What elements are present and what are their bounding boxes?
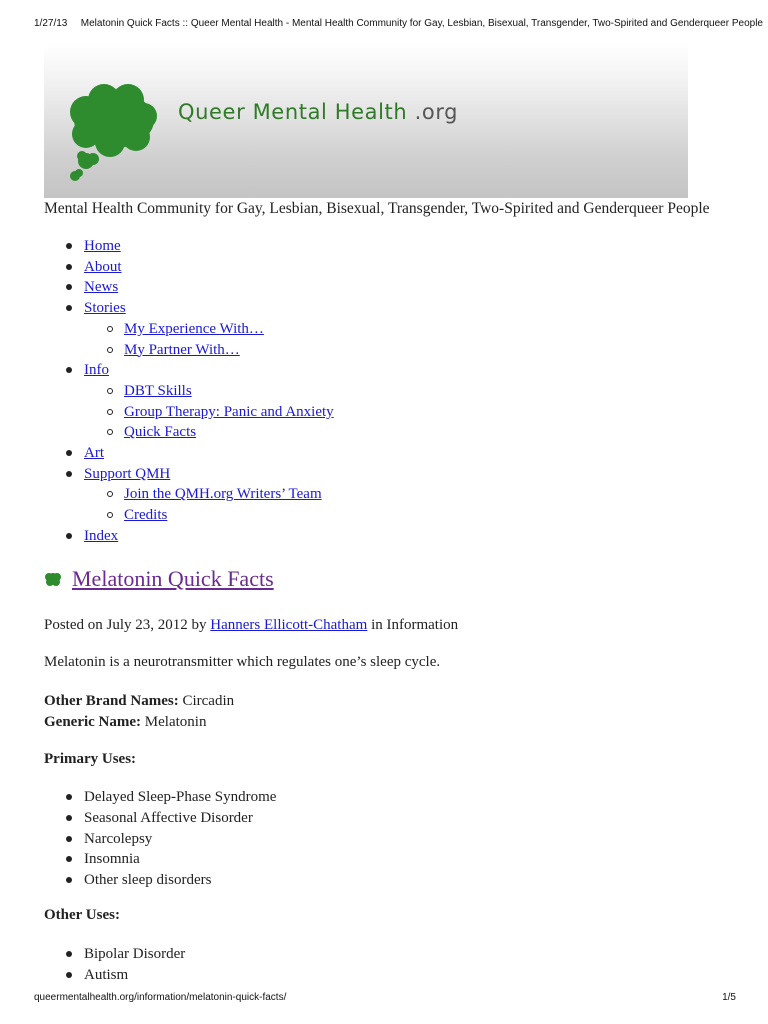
nav-subitem bbox=[44, 505, 334, 526]
nav-link-quick-facts[interactable]: Quick Facts bbox=[124, 424, 197, 441]
nav-subitem bbox=[44, 484, 334, 505]
print-page-number: 1/5 bbox=[722, 992, 736, 1003]
nav-link-info[interactable]: Info bbox=[84, 362, 109, 379]
nav-item-art bbox=[44, 443, 334, 464]
nav-item-about bbox=[44, 257, 334, 278]
nav-link-about[interactable]: About bbox=[84, 258, 122, 275]
print-header bbox=[34, 18, 763, 29]
generic-name-value: Melatonin bbox=[144, 714, 207, 730]
nav-item-home bbox=[44, 236, 334, 257]
post-meta bbox=[44, 617, 458, 634]
list-item: Delayed Sleep-Phase Syndrome bbox=[44, 787, 276, 808]
thought-cloud-icon bbox=[66, 82, 158, 186]
author-link[interactable]: Hanners Ellicott-Chatham bbox=[210, 617, 368, 633]
nav-link-stories[interactable]: Stories bbox=[84, 300, 126, 317]
list-item: Narcolepsy bbox=[44, 829, 276, 850]
nav-link-writers-team[interactable]: Join the QMH.org Writers’ Team bbox=[124, 486, 322, 503]
list-item: Bipolar Disorder bbox=[44, 944, 185, 965]
primary-uses-heading: Primary Uses: bbox=[44, 751, 137, 767]
category-text: Information bbox=[386, 617, 459, 633]
nav-item-stories bbox=[44, 298, 334, 360]
stories-submenu bbox=[84, 319, 334, 360]
site-tld: .org bbox=[414, 100, 459, 124]
nav-subitem bbox=[44, 381, 334, 402]
nav-link-group-therapy[interactable]: Group Therapy: Panic and Anxiety bbox=[124, 403, 334, 420]
print-date: 1/27/13 bbox=[34, 18, 68, 29]
nav-link-news[interactable]: News bbox=[84, 279, 119, 296]
nav-link-support[interactable]: Support QMH bbox=[84, 465, 171, 482]
site-name: Queer Mental Health bbox=[178, 100, 408, 124]
brand-names-label: Other Brand Names: bbox=[44, 693, 179, 709]
nav-item-news bbox=[44, 277, 334, 298]
nav-link-my-experience-with[interactable]: My Experience With… bbox=[124, 320, 264, 337]
nav-item-index bbox=[44, 526, 334, 547]
generic-name-line bbox=[44, 712, 234, 733]
info-submenu bbox=[84, 381, 334, 443]
category-prefix: in bbox=[371, 617, 383, 633]
nav-subitem bbox=[44, 422, 334, 443]
leaf-cloud-icon bbox=[44, 571, 62, 587]
list-item: Other sleep disorders bbox=[44, 870, 276, 891]
site-banner[interactable] bbox=[44, 44, 688, 198]
list-item: Autism bbox=[44, 965, 185, 986]
list-item: Seasonal Affective Disorder bbox=[44, 808, 276, 829]
print-page-title: Melatonin Quick Facts :: Queer Mental Health - Mental Health Community for Gay, Lesbian, Bisexual, Transgender, Two-Spirited and Genderqueer People bbox=[80, 18, 763, 29]
print-footer-url: queermentalhealth.org/information/melatonin-quick-facts/ bbox=[34, 992, 287, 1003]
nav-link-art[interactable]: Art bbox=[84, 445, 104, 462]
support-submenu bbox=[84, 484, 334, 525]
post-intro: Melatonin is a neurotransmitter which regulates one’s sleep cycle. bbox=[44, 654, 441, 670]
other-uses-heading: Other Uses: bbox=[44, 907, 120, 923]
main-nav bbox=[44, 236, 334, 547]
nav-item-info bbox=[44, 360, 334, 443]
generic-name-label: Generic Name: bbox=[44, 714, 142, 730]
nav-subitem bbox=[44, 319, 334, 340]
nav-subitem bbox=[44, 340, 334, 361]
nav-link-dbt-skills[interactable]: DBT Skills bbox=[124, 382, 192, 399]
list-item: Insomnia bbox=[44, 849, 276, 870]
posted-on-text: Posted on July 23, 2012 by bbox=[44, 617, 207, 633]
nav-link-my-partner-with[interactable]: My Partner With… bbox=[124, 341, 240, 358]
site-tagline: Mental Health Community for Gay, Lesbian, Bisexual, Transgender, Two-Spirited and Genderqueer People bbox=[44, 200, 710, 217]
nav-item-support bbox=[44, 464, 334, 526]
drug-names bbox=[44, 691, 234, 733]
brand-names-value: Circadin bbox=[182, 693, 235, 709]
post-title[interactable]: Melatonin Quick Facts bbox=[72, 566, 274, 591]
nav-link-index[interactable]: Index bbox=[84, 527, 119, 544]
primary-uses-list bbox=[44, 787, 276, 891]
other-uses-list bbox=[44, 944, 185, 986]
nav-link-home[interactable]: Home bbox=[84, 238, 121, 254]
site-title[interactable] bbox=[178, 100, 458, 124]
post-header bbox=[44, 566, 274, 592]
nav-link-credits[interactable]: Credits bbox=[124, 507, 168, 524]
nav-subitem bbox=[44, 402, 334, 423]
brand-names-line bbox=[44, 691, 234, 712]
